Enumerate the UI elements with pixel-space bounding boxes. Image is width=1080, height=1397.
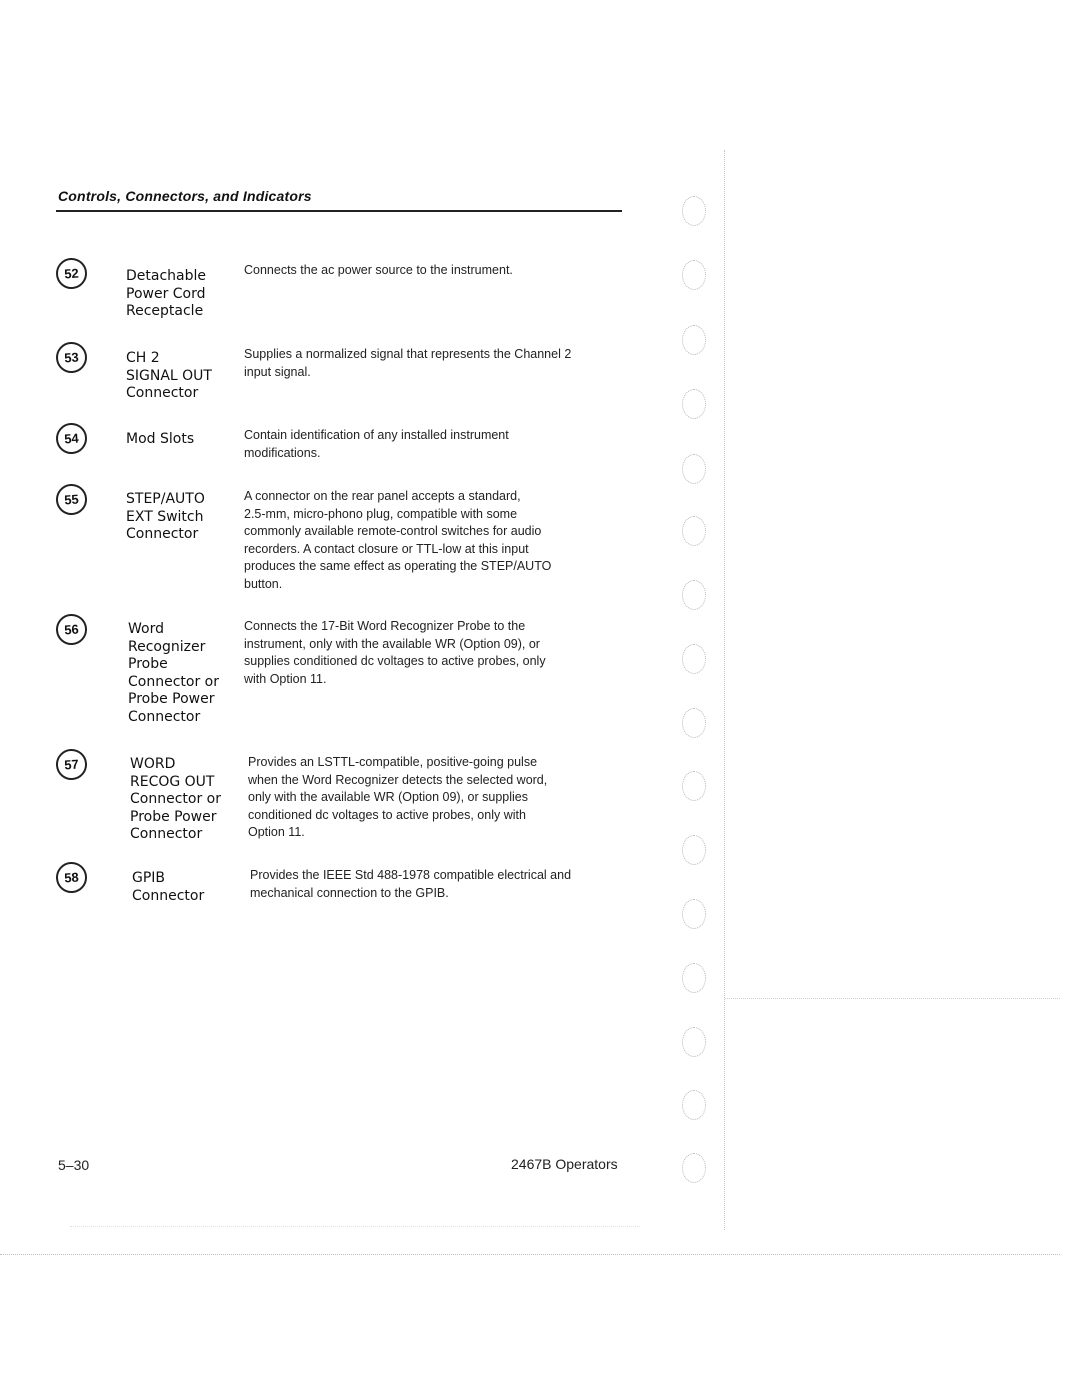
binder-hole: [682, 325, 706, 355]
section-header: Controls, Connectors, and Indicators: [58, 188, 312, 204]
item-description: [244, 488, 624, 593]
item-name-line: Connector or: [130, 791, 221, 807]
binder-hole: [682, 963, 706, 993]
item-number-badge: 54: [55, 422, 88, 455]
item-name-line: Connector: [126, 526, 199, 542]
item-description-line: modifications.: [244, 445, 321, 460]
item-description-line: 2.5-mm, micro-phono plug, compatible with some: [244, 506, 518, 521]
binder-hole: [682, 899, 706, 929]
binder-hole: [682, 708, 706, 738]
item-description: [244, 346, 624, 381]
item-name-line: EXT Switch: [126, 508, 204, 525]
binder-hole: [682, 260, 706, 290]
item-name-line: CH 2: [126, 350, 160, 366]
binder-hole: [682, 1090, 706, 1120]
item-name: [132, 870, 252, 905]
item-name: [126, 491, 246, 544]
item-name-line: Connector or: [128, 673, 219, 690]
binder-hole: [682, 1153, 706, 1183]
item-description-line: Connects the ac power source to the instrument.: [244, 263, 513, 277]
item-description-line: conditioned dc voltages to active probes, only with: [248, 807, 526, 822]
item-description-line: supplies conditioned dc voltages to active probes, only: [244, 654, 546, 668]
item-description-line: produces the same effect as operating the STEP/AUTO: [244, 559, 552, 573]
item-name: [128, 621, 248, 726]
item-name: [130, 756, 250, 844]
item-number-badge: 58: [55, 861, 88, 894]
item-description-line: Provides an LSTTL-compatible, positive-going pulse: [248, 755, 538, 769]
item-name: [126, 350, 246, 403]
item-name-line: RECOG OUT: [130, 773, 215, 790]
item-description-line: recorders. A contact closure or TTL-low at this input: [244, 541, 529, 556]
item-number-badge: 56: [55, 613, 88, 646]
item-number-badge: 52: [55, 257, 88, 290]
item-number-badge: 55: [55, 483, 88, 516]
item-name-line: Connector: [128, 708, 201, 725]
item-number-badge: 53: [55, 341, 88, 374]
page-edge-line: [724, 150, 726, 1230]
item-description-line: button.: [244, 576, 283, 591]
item-name-line: Mod Slots: [126, 431, 195, 447]
item-name-line: Probe: [128, 656, 168, 672]
item-name: [126, 268, 246, 321]
item-name-line: Connector: [126, 385, 199, 401]
item-description: [244, 262, 624, 280]
page-bottom-edge-line: [0, 1254, 1060, 1256]
binder-hole: [682, 580, 706, 610]
item-description-line: Provides the IEEE Std 488-1978 compatible electrical and: [250, 868, 572, 882]
item-name-line: Detachable: [126, 268, 207, 284]
item-name-line: SIGNAL OUT: [126, 367, 212, 384]
item-description: [244, 427, 624, 462]
item-number-badge: 57: [55, 748, 88, 781]
item-description-line: commonly available remote-control switches for audio: [244, 524, 542, 538]
item-name-line: GPIB: [132, 870, 166, 886]
item-description-line: mechanical connection to the GPIB.: [250, 885, 449, 900]
item-description-line: Option 11.: [248, 825, 305, 839]
item-description: [244, 618, 624, 688]
item-description: [248, 754, 628, 842]
item-description-line: Contain identification of any installed instrument: [244, 428, 509, 442]
item-name-line: Receptacle: [126, 303, 204, 319]
item-description-line: Connects the 17-Bit Word Recognizer Probe to the: [244, 619, 526, 633]
manual-title: 2467B Operators: [511, 1156, 618, 1172]
binder-hole: [682, 389, 706, 419]
item-description-line: Supplies a normalized signal that represents the Channel 2: [244, 347, 572, 361]
header-rule: [56, 210, 622, 212]
item-name-line: Power Cord: [126, 285, 206, 302]
binder-hole: [682, 196, 706, 226]
item-name-line: STEP/AUTO: [126, 491, 205, 507]
item-name-line: Recognizer: [128, 638, 206, 655]
scan-noise-line: [70, 1226, 640, 1228]
item-name-line: Probe Power: [128, 691, 215, 707]
item-description: [250, 867, 630, 902]
page-number: 5–30: [58, 1157, 90, 1173]
binder-hole: [682, 644, 706, 674]
item-name-line: Connector: [132, 887, 205, 904]
item-name-line: WORD: [130, 756, 176, 772]
item-description-line: input signal.: [244, 364, 311, 379]
scan-edge-line: [725, 998, 1060, 1000]
item-description-line: when the Word Recognizer detects the selected word,: [248, 772, 548, 787]
binder-hole: [682, 771, 706, 801]
item-description-line: with Option 11.: [244, 671, 327, 686]
item-name-line: Probe Power: [130, 808, 217, 825]
binder-hole: [682, 1027, 706, 1057]
item-name-line: Connector: [130, 826, 203, 842]
item-name: [126, 431, 246, 449]
item-description-line: A connector on the rear panel accepts a standard,: [244, 489, 521, 503]
item-description-line: only with the available WR (Option 09), or supplies: [248, 790, 528, 804]
binder-hole: [682, 835, 706, 865]
item-name-line: Word: [128, 621, 164, 637]
binder-hole: [682, 454, 706, 484]
binder-hole: [682, 516, 706, 546]
item-description-line: instrument, only with the available WR (Option 09), or: [244, 636, 540, 651]
